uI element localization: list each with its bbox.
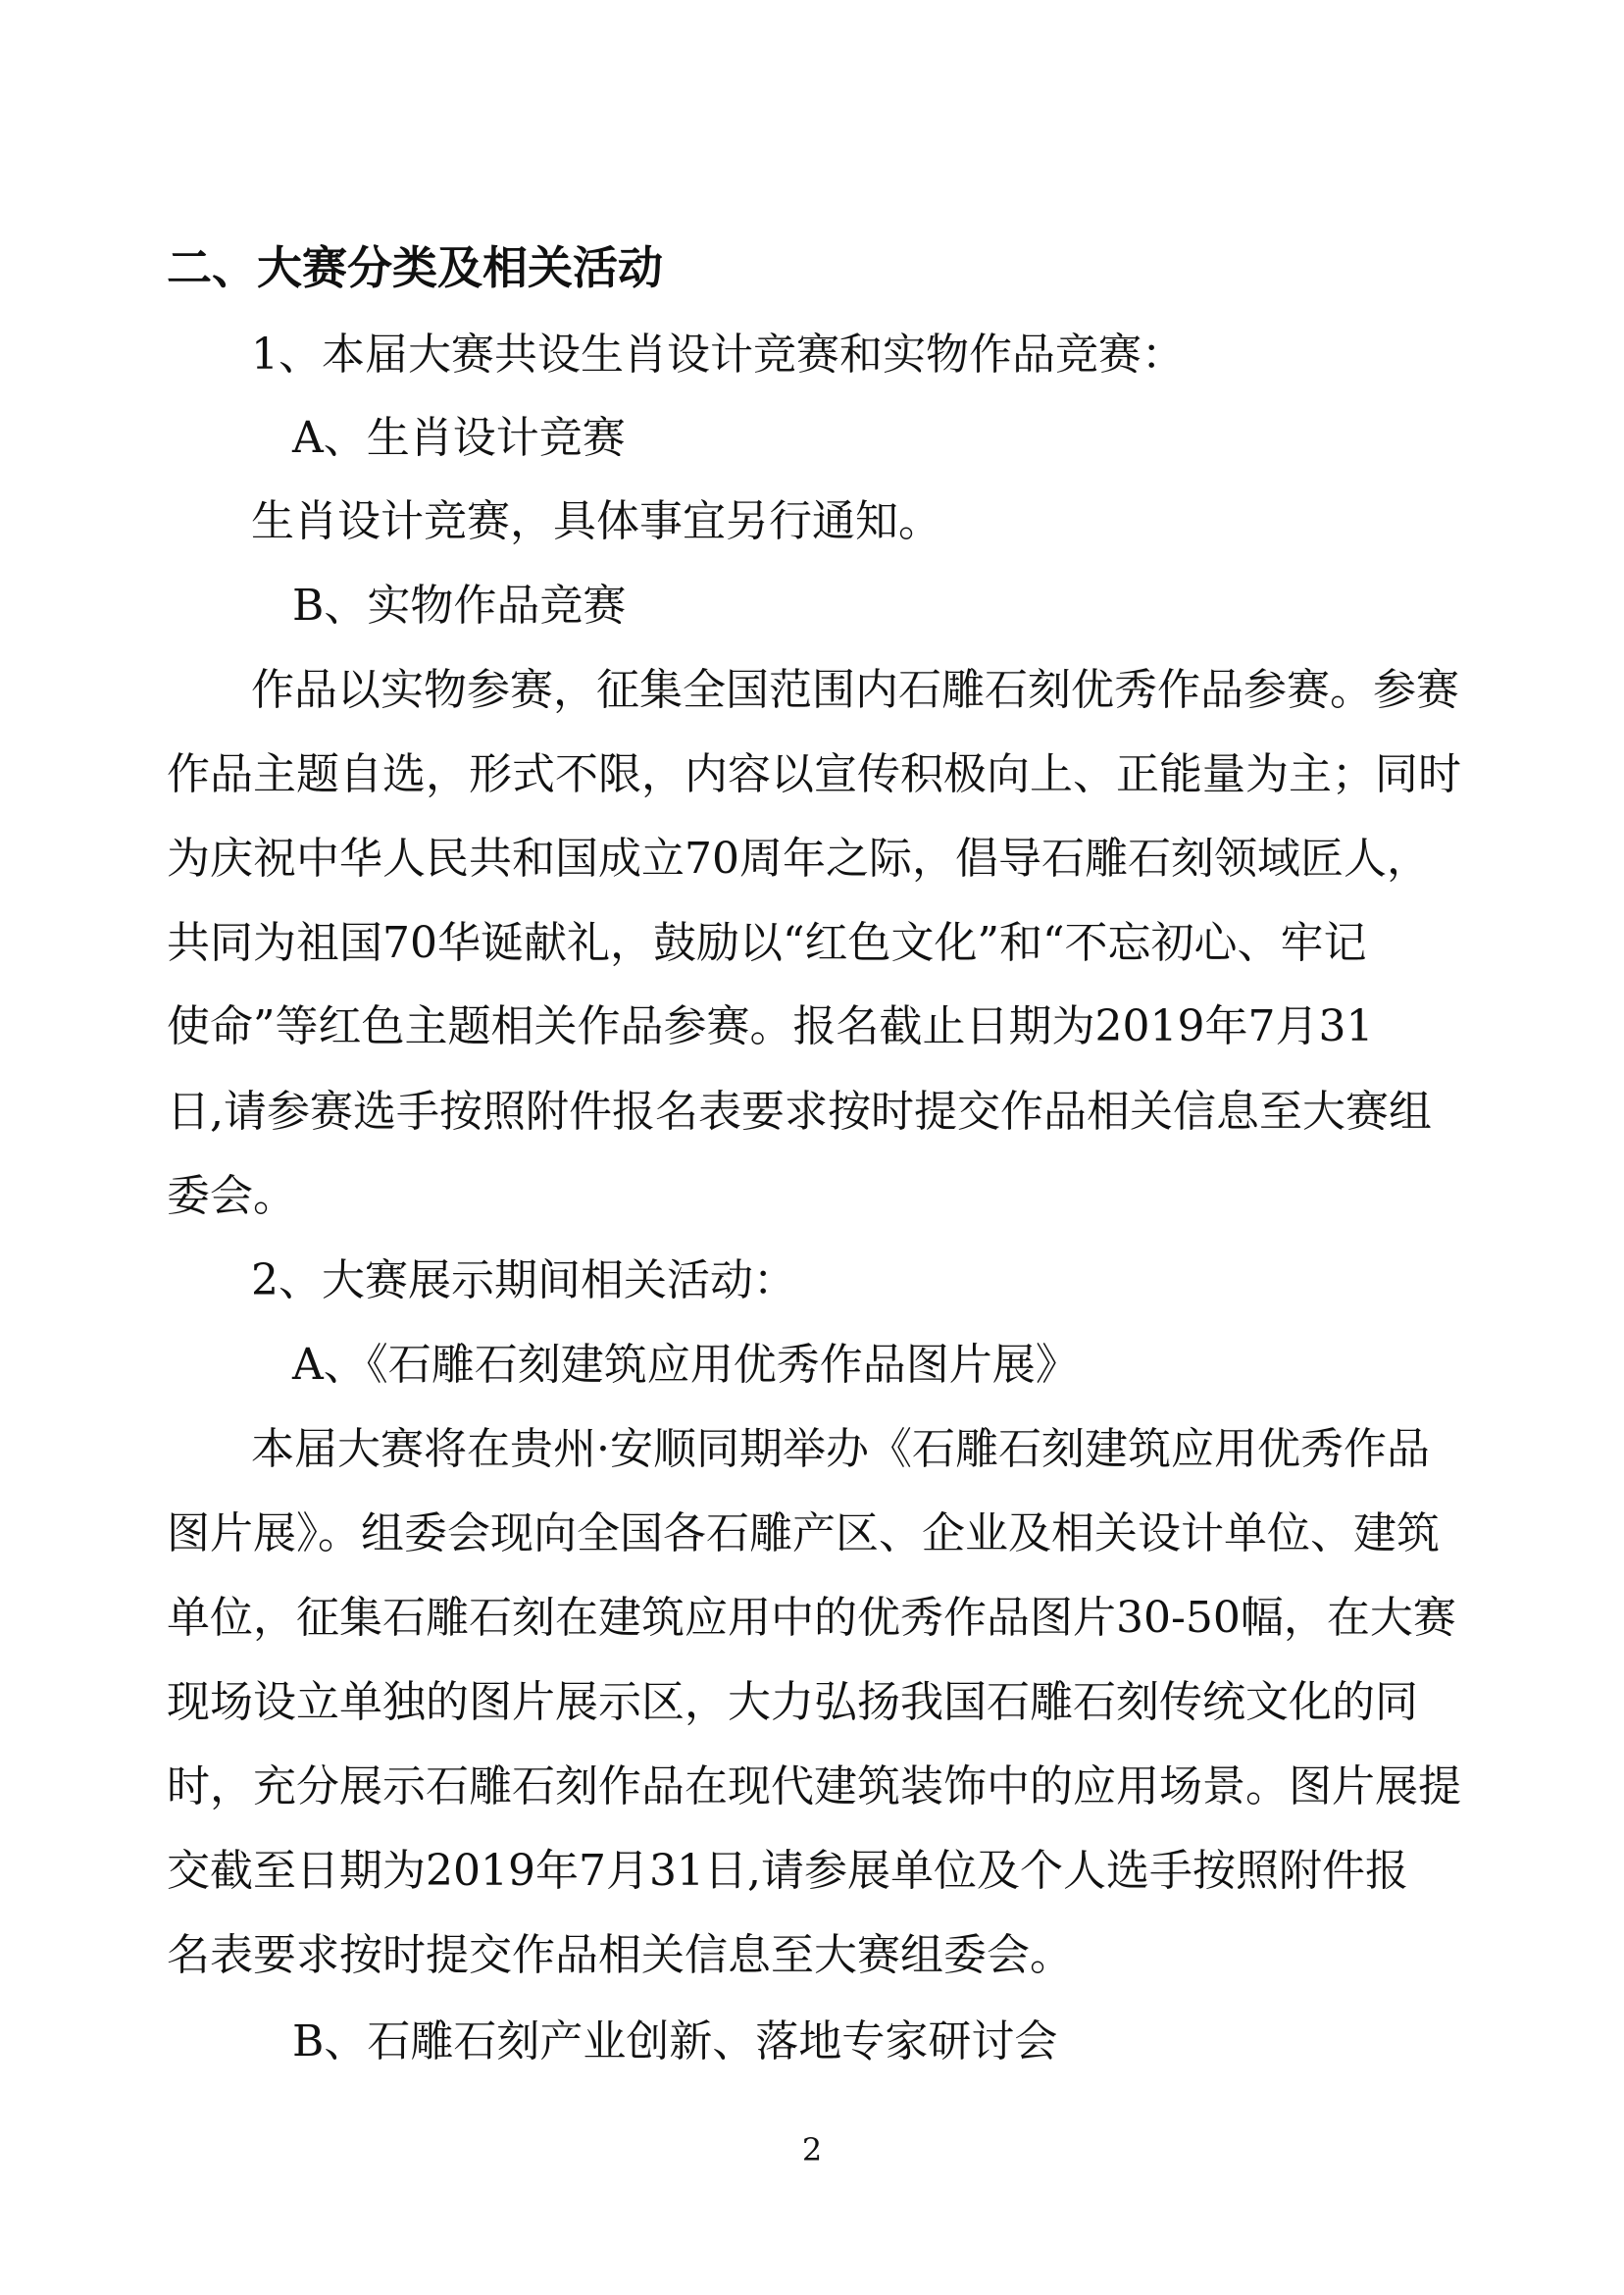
paragraph-2a-line-3: 单位，征集石雕石刻在建筑应用中的优秀作品图片30-50幅，在大赛 — [167, 1593, 1456, 1643]
paragraph-b-line-6: 日,请参赛选手按照附件报名表要求按时提交作品相关信息至大赛组 — [167, 1087, 1432, 1137]
subitem-a-text: 生肖设计竞赛，具体事宜另行通知。 — [251, 496, 941, 546]
paragraph-2a-line-5: 时，充分展示石雕石刻作品在现代建筑装饰中的应用场景。图片展提 — [167, 1761, 1461, 1811]
paragraph-b-line-4: 共同为祖国70华诞献礼，鼓励以“红色文化”和“不忘初心、牢记 — [167, 918, 1367, 968]
subitem-b-title: B、实物作品竞赛 — [292, 581, 627, 631]
paragraph-b-line-3: 为庆祝中华人民共和国成立70周年之际，倡导石雕石刻领域匠人， — [167, 834, 1430, 884]
paragraph-2a-line-1: 本届大赛将在贵州·安顺同期举办《石雕石刻建筑应用优秀作品 — [251, 1424, 1430, 1474]
item-1-intro: 1、本届大赛共设生肖设计竞赛和实物作品竞赛： — [251, 330, 1185, 380]
subitem-2a-title: A、《石雕石刻建筑应用优秀作品图片展》 — [292, 1340, 1079, 1390]
paragraph-2a-line-6: 交截至日期为2019年7月31日,请参展单位及个人选手按照附件报 — [167, 1846, 1408, 1896]
item-2-intro: 2、大赛展示期间相关活动： — [251, 1255, 796, 1305]
subitem-a-title: A、生肖设计竞赛 — [292, 413, 626, 463]
subitem-2b-title: B、石雕石刻产业创新、落地专家研讨会 — [292, 2016, 1058, 2066]
paragraph-2a-line-7: 名表要求按时提交作品相关信息至大赛组委会。 — [167, 1930, 1073, 1980]
paragraph-b-line-1: 作品以实物参赛，征集全国范围内石雕石刻优秀作品参赛。参赛 — [251, 665, 1459, 715]
section-heading: 二、大赛分类及相关活动 — [167, 241, 663, 294]
paragraph-b-line-7: 委会。 — [167, 1171, 296, 1221]
page-number: 2 — [801, 2131, 823, 2168]
paragraph-b-line-2: 作品主题自选，形式不限，内容以宣传积极向上、正能量为主；同时 — [167, 749, 1461, 799]
paragraph-2a-line-2: 图片展》。组委会现向全国各石雕产区、企业及相关设计单位、建筑 — [167, 1508, 1440, 1558]
paragraph-2a-line-4: 现场设立单独的图片展示区，大力弘扬我国石雕石刻传统文化的同 — [167, 1677, 1418, 1727]
paragraph-b-line-5: 使命”等红色主题相关作品参赛。报名截止日期为2019年7月31 — [167, 1001, 1374, 1051]
